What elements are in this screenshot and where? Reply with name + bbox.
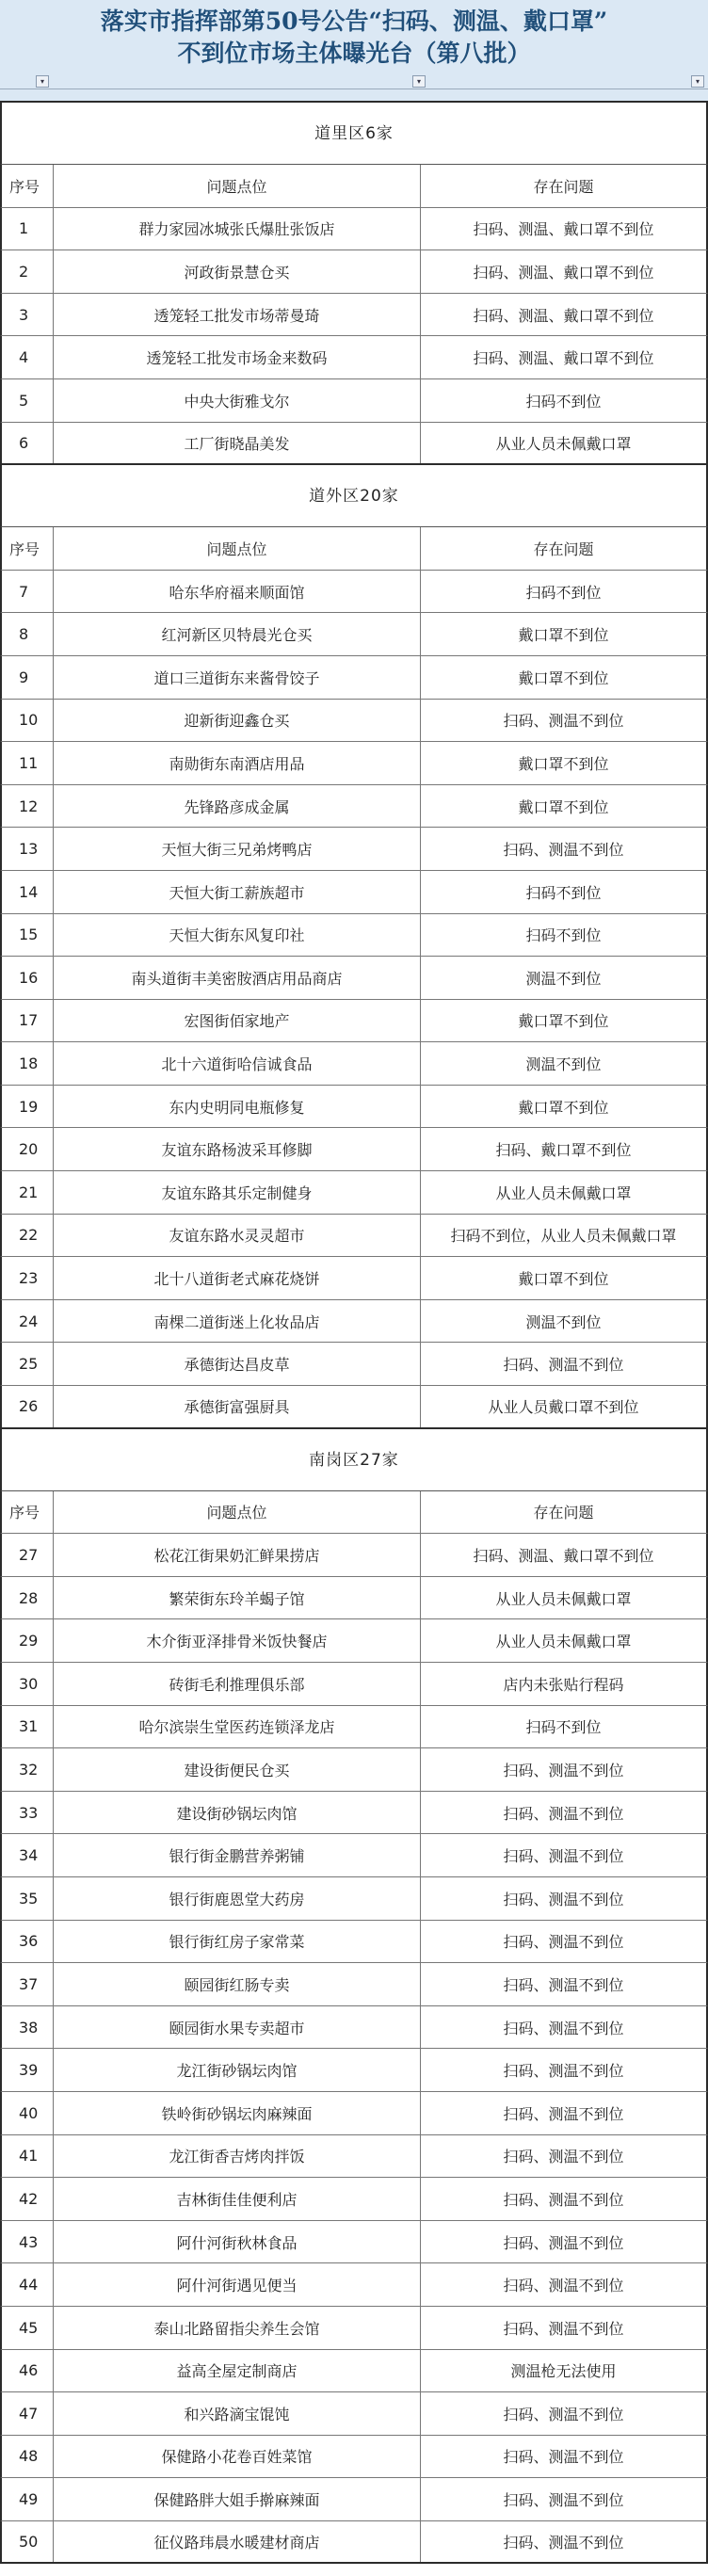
problem-location: 承德街富强厨具: [54, 1386, 421, 1427]
table-row: [0, 336, 708, 379]
row-number: 25: [2, 1343, 54, 1385]
problem-description: 戴口罩不到位: [518, 1270, 609, 1289]
table-row: [0, 1921, 708, 1964]
problem-description: 测温不到位: [525, 1055, 602, 1074]
table-row: [0, 1792, 708, 1835]
table-row: [0, 2049, 708, 2092]
problem-description: 扫码、测温不到位: [503, 2534, 624, 2552]
row-number: 30: [2, 1663, 54, 1705]
row-number: 41: [2, 2135, 54, 2178]
problem-location: 哈尔滨崇生堂医药连锁泽龙店: [54, 1706, 421, 1748]
problem-description: 扫码、测温不到位: [503, 2019, 624, 2037]
table-row: [0, 2436, 708, 2479]
problem-location: 征仪路玮晨水暖建材商店: [54, 2521, 421, 2563]
table-row: [0, 2092, 708, 2135]
problem-location: 友谊东路水灵灵超市: [54, 1215, 421, 1257]
table-row: [0, 1619, 708, 1663]
problem-location: 颐园街红肠专卖: [54, 1963, 421, 2005]
table-row: [0, 1042, 708, 1086]
problem-location: 天恒大街工薪族超市: [54, 871, 421, 913]
table-row: [0, 208, 708, 251]
row-number: 35: [2, 1877, 54, 1920]
problem-description: 从业人员未佩戴口罩: [495, 1183, 632, 1202]
problem-location: 和兴路滴宝馄饨: [54, 2392, 421, 2435]
problem-description: 扫码、测温不到位: [503, 2233, 624, 2252]
problem-description: 测温不到位: [525, 1312, 602, 1331]
problem-location: 银行街鹿恩堂大药房: [54, 1877, 421, 1920]
table-row: [0, 571, 708, 614]
table-row: [0, 1534, 708, 1577]
problem-location: 南棵二道街迷上化妆品店: [54, 1300, 421, 1343]
sheet-header: [0, 0, 708, 89]
problem-location: 阿什河街遇见便当: [54, 2263, 421, 2306]
problem-description: 扫码、测温不到位: [503, 2448, 624, 2467]
problem-description: 扫码、测温不到位: [503, 2319, 624, 2338]
problem-location: 天恒大街三兄弟烤鸭店: [54, 828, 421, 870]
problem-description: 扫码、测温不到位: [503, 1761, 624, 1779]
table-row: [0, 1963, 708, 2006]
row-number: 23: [2, 1257, 54, 1299]
row-number: 49: [2, 2478, 54, 2520]
row-number: 2: [2, 250, 54, 293]
row-number: 18: [2, 1042, 54, 1085]
problem-description: 扫码、测温、戴口罩不到位: [473, 306, 654, 325]
problem-location: 北十八道街老式麻花烧饼: [54, 1257, 421, 1299]
problem-description: 扫码、戴口罩不到位: [495, 1141, 632, 1160]
problem-location: 迎新街迎鑫仓买: [54, 700, 421, 742]
row-number: 1: [2, 208, 54, 250]
row-number: 3: [2, 294, 54, 336]
column-header: 存在问题: [533, 1504, 594, 1522]
row-number: 21: [2, 1171, 54, 1214]
section-title: 南岗区27家: [0, 1429, 708, 1491]
table-row: [0, 2392, 708, 2436]
problem-location: 建设街砂锅坛肉馆: [54, 1792, 421, 1834]
problem-location: 松花江街果奶汇鲜果捞店: [54, 1534, 421, 1576]
problem-description: 从业人员未佩戴口罩: [495, 1633, 632, 1651]
table-row: [0, 294, 708, 337]
row-number: 10: [2, 700, 54, 742]
filter-dropdown-icon[interactable]: ▾: [691, 75, 704, 88]
problem-location: 红河新区贝特晨光仓买: [54, 613, 421, 655]
problem-description: 测温不到位: [525, 969, 602, 988]
table-row: [0, 1706, 708, 1749]
problem-description: 扫码、测温不到位: [503, 2104, 624, 2123]
problem-location: 建设街便民仓买: [54, 1748, 421, 1791]
row-number: 22: [2, 1215, 54, 1257]
problem-description: 扫码不到位，从业人员未佩戴口罩: [450, 1227, 677, 1246]
row-number: 14: [2, 871, 54, 913]
problem-location: 宏图街佰家地产: [54, 1000, 421, 1042]
table-row: [0, 1257, 708, 1300]
table-header-row: [0, 1491, 708, 1535]
problem-location: 透笼轻工批发市场金来数码: [54, 336, 421, 378]
problem-description: 扫码、测温不到位: [503, 2405, 624, 2423]
column-header: 序号: [2, 165, 54, 207]
problem-description: 扫码、测温不到位: [503, 1804, 624, 1823]
row-number: 34: [2, 1834, 54, 1876]
problem-description: 扫码、测温不到位: [503, 841, 624, 860]
row-number: 50: [2, 2521, 54, 2563]
problem-location: 哈东华府福来顺面馆: [54, 571, 421, 613]
row-number: 38: [2, 2006, 54, 2049]
table-row: [0, 250, 708, 294]
row-number: 39: [2, 2049, 54, 2091]
problem-description: 戴口罩不到位: [518, 1012, 609, 1031]
problem-description: 戴口罩不到位: [518, 668, 609, 687]
problem-description: 店内未张贴行程码: [503, 1675, 624, 1694]
row-number: 32: [2, 1748, 54, 1791]
problem-description: 测温枪无法使用: [510, 2362, 617, 2381]
table-row: [0, 1386, 708, 1429]
problem-description: 戴口罩不到位: [518, 626, 609, 645]
header-spacer: [0, 89, 708, 103]
problem-description: 扫码不到位: [525, 583, 602, 602]
problem-location: 友谊东路其乐定制健身: [54, 1171, 421, 1214]
table-row: [0, 1086, 708, 1129]
table-row: [0, 2521, 708, 2565]
table-row: [0, 613, 708, 656]
table-row: [0, 785, 708, 829]
problem-location: 吉林街佳佳便利店: [54, 2178, 421, 2220]
problem-location: 繁荣街东玲羊蝎子馆: [54, 1577, 421, 1619]
problem-location: 北十六道街哈信诚食品: [54, 1042, 421, 1085]
filter-dropdown-icon[interactable]: ▾: [412, 75, 426, 88]
row-number: 5: [2, 379, 54, 422]
row-number: 37: [2, 1963, 54, 2005]
table-row: [0, 2478, 708, 2521]
table-header-row: [0, 527, 708, 571]
row-number: 29: [2, 1619, 54, 1662]
table-row: [0, 1748, 708, 1792]
table-row: [0, 1128, 708, 1171]
row-number: 36: [2, 1921, 54, 1963]
problem-location: 群力家园冰城张氏爆肚张饭店: [54, 208, 421, 250]
table-row: [0, 1343, 708, 1386]
column-header: 问题点位: [54, 1491, 421, 1534]
column-header: 序号: [2, 1491, 54, 1534]
table-row: [0, 2178, 708, 2221]
problem-description: 扫码、测温不到位: [503, 712, 624, 731]
problem-location: 阿什河街秋林食品: [54, 2221, 421, 2263]
row-number: 8: [2, 613, 54, 655]
problem-location: 南勋街东南酒店用品: [54, 742, 421, 784]
problem-location: 南头道街丰美密胺酒店用品商店: [54, 957, 421, 999]
table-row: [0, 957, 708, 1000]
problem-location: 泰山北路留指尖养生会馆: [54, 2307, 421, 2349]
row-number: 27: [2, 1534, 54, 1576]
problem-description: 扫码、测温、戴口罩不到位: [473, 349, 654, 368]
row-number: 13: [2, 828, 54, 870]
column-header: 问题点位: [54, 165, 421, 207]
table-row: [0, 742, 708, 785]
row-number: 47: [2, 2392, 54, 2435]
problem-description: 戴口罩不到位: [518, 1098, 609, 1117]
row-number: 7: [2, 571, 54, 613]
problem-location: 承德街达昌皮草: [54, 1343, 421, 1385]
row-number: 48: [2, 2436, 54, 2478]
problem-location: 益高全屋定制商店: [54, 2350, 421, 2392]
problem-description: 扫码、测温不到位: [503, 2148, 624, 2166]
problem-location: 道口三道街东来酱骨饺子: [54, 656, 421, 699]
table-row: [0, 1171, 708, 1215]
row-number: 12: [2, 785, 54, 828]
table-row: [0, 1577, 708, 1620]
problem-description: 从业人员未佩戴口罩: [495, 1589, 632, 1608]
problem-location: 先锋路彦成金属: [54, 785, 421, 828]
problem-location: 东内史明同电瓶修复: [54, 1086, 421, 1128]
table-header-row: [0, 165, 708, 208]
filter-dropdown-icon[interactable]: ▾: [36, 75, 49, 88]
problem-location: 龙江街砂锅坛肉馆: [54, 2049, 421, 2091]
problem-description: 扫码不到位: [525, 926, 602, 945]
page-title-line-1: 落实市指挥部第50号公告“扫码、测温、戴口罩”: [100, 8, 608, 35]
row-number: 15: [2, 914, 54, 957]
data-table: [0, 103, 708, 2564]
problem-description: 戴口罩不到位: [518, 754, 609, 773]
problem-description: 扫码、测温不到位: [503, 2062, 624, 2081]
row-number: 19: [2, 1086, 54, 1128]
row-number: 40: [2, 2092, 54, 2134]
row-number: 20: [2, 1128, 54, 1170]
row-number: 17: [2, 1000, 54, 1042]
problem-location: 中央大街雅戈尔: [54, 379, 421, 422]
table-row: [0, 1300, 708, 1344]
problem-description: 扫码、测温不到位: [503, 1975, 624, 1994]
table-row: [0, 379, 708, 423]
table-row: [0, 2135, 708, 2179]
row-number: 16: [2, 957, 54, 999]
table-row: [0, 2307, 708, 2350]
problem-location: 木介街亚泽排骨米饭快餐店: [54, 1619, 421, 1662]
row-number: 44: [2, 2263, 54, 2306]
problem-location: 工厂街晓晶美发: [54, 423, 421, 464]
table-row: [0, 1834, 708, 1877]
problem-location: 砖街毛利推理俱乐部: [54, 1663, 421, 1705]
row-number: 6: [2, 423, 54, 464]
problem-description: 扫码、测温不到位: [503, 1847, 624, 1866]
table-row: [0, 1663, 708, 1706]
problem-description: 扫码、测温不到位: [503, 2277, 624, 2295]
problem-location: 河政街景慧仓买: [54, 250, 421, 293]
column-header: 存在问题: [533, 539, 594, 558]
problem-description: 扫码、测温不到位: [503, 1933, 624, 1952]
table-row: [0, 1000, 708, 1043]
table-row: [0, 700, 708, 743]
table-row: [0, 1877, 708, 1921]
problem-description: 戴口罩不到位: [518, 797, 609, 816]
problem-description: 扫码、测温不到位: [503, 1356, 624, 1375]
problem-description: 从业人员未佩戴口罩: [495, 434, 632, 453]
problem-location: 铁岭街砂锅坛肉麻辣面: [54, 2092, 421, 2134]
row-number: 24: [2, 1300, 54, 1343]
table-row: [0, 828, 708, 871]
row-number: 26: [2, 1386, 54, 1427]
table-row: [0, 656, 708, 700]
section-title: 道里区6家: [0, 103, 708, 165]
table-row: [0, 2350, 708, 2393]
section-title: 道外区20家: [0, 465, 708, 527]
table-row: [0, 1215, 708, 1258]
problem-description: 扫码、测温、戴口罩不到位: [473, 220, 654, 239]
problem-description: 扫码不到位: [525, 392, 602, 411]
row-number: 11: [2, 742, 54, 784]
filter-row: [0, 73, 708, 89]
table-row: [0, 2221, 708, 2264]
problem-description: 扫码、测温不到位: [503, 2190, 624, 2209]
problem-description: 扫码、测温、戴口罩不到位: [473, 263, 654, 282]
row-number: 46: [2, 2350, 54, 2392]
problem-location: 银行街金鹏营养粥铺: [54, 1834, 421, 1876]
row-number: 33: [2, 1792, 54, 1834]
problem-location: 天恒大街东风复印社: [54, 914, 421, 957]
table-row: [0, 2263, 708, 2307]
row-number: 45: [2, 2307, 54, 2349]
problem-location: 友谊东路杨波采耳修脚: [54, 1128, 421, 1170]
column-header: 问题点位: [54, 527, 421, 570]
problem-description: 扫码、测温不到位: [503, 2491, 624, 2510]
problem-description: 扫码、测温不到位: [503, 1890, 624, 1908]
row-number: 43: [2, 2221, 54, 2263]
problem-location: 颐园街水果专卖超市: [54, 2006, 421, 2049]
row-number: 4: [2, 336, 54, 378]
row-number: 42: [2, 2178, 54, 2220]
problem-location: 龙江街香吉烤肉拌饭: [54, 2135, 421, 2178]
table-row: [0, 914, 708, 958]
row-number: 31: [2, 1706, 54, 1748]
table-row: [0, 2006, 708, 2050]
row-number: 9: [2, 656, 54, 699]
problem-location: 保健路小花卷百姓菜馆: [54, 2436, 421, 2478]
problem-description: 扫码、测温、戴口罩不到位: [473, 1547, 654, 1566]
page-title-line-2: 不到位市场主体曝光台（第八批）: [177, 40, 531, 67]
column-header: 存在问题: [533, 177, 594, 196]
row-number: 28: [2, 1577, 54, 1619]
column-header: 序号: [2, 527, 54, 570]
problem-description: 扫码不到位: [525, 1718, 602, 1737]
problem-location: 透笼轻工批发市场蒂曼琦: [54, 294, 421, 336]
table-row: [0, 423, 708, 466]
problem-location: 保健路胖大姐手擀麻辣面: [54, 2478, 421, 2520]
problem-description: 扫码不到位: [525, 883, 602, 902]
problem-description: 从业人员戴口罩不到位: [488, 1398, 639, 1417]
table-row: [0, 871, 708, 914]
problem-location: 银行街红房子家常菜: [54, 1921, 421, 1963]
